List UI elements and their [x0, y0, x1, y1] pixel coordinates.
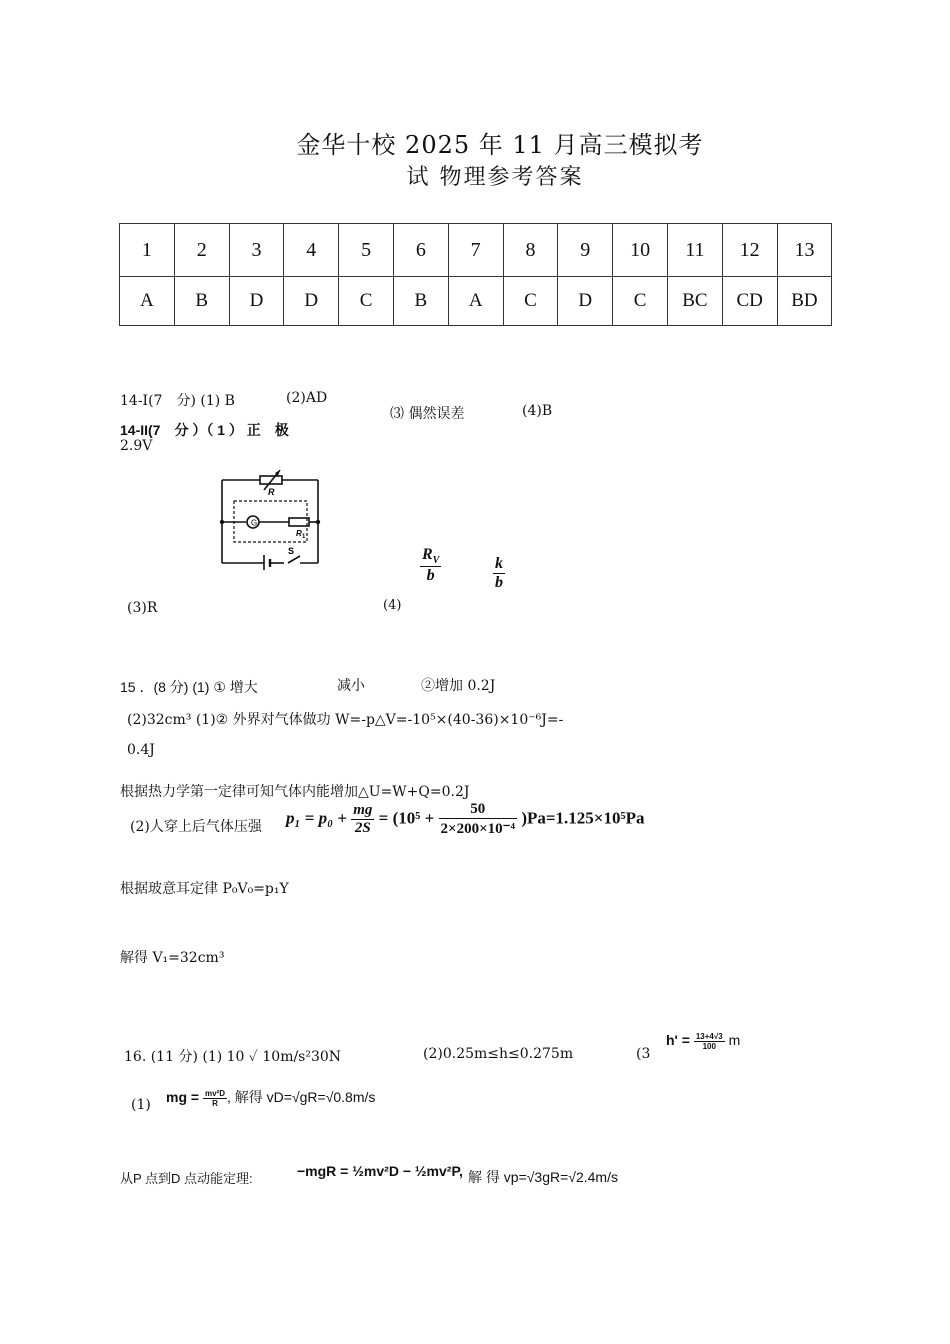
- q15-frac-den: 2S: [354, 820, 371, 836]
- frac1-den: b: [426, 567, 435, 585]
- answer-cell: D: [229, 277, 284, 326]
- q16-line3-b: 解 得 vp=√3gR=√2.4m/s: [468, 1169, 618, 1185]
- question-number-cell: 7: [448, 224, 503, 277]
- frac1-num: R: [422, 546, 433, 563]
- circuit-diagram: [212, 470, 327, 570]
- resistor-label-sub: 1: [302, 534, 306, 540]
- q15-line1-a: 15 ．(8 分) (1) ① 增大: [120, 679, 258, 695]
- answer-cell: A: [448, 277, 503, 326]
- answer-cell: D: [558, 277, 613, 326]
- q14-part2-a: 14-II(7 分 ）（ 1 ） 正 极: [120, 422, 289, 438]
- question-number-cell: 5: [339, 224, 394, 277]
- q15-line7: 解得 V₁=32cm³: [120, 950, 225, 966]
- q15-formula-c: )Pa=1.125×10⁵Pa: [521, 808, 645, 828]
- q15-frac2-num: 50: [439, 801, 518, 819]
- resistor-label: R: [296, 529, 302, 538]
- q15-line4: 根据热力学第一定律可知气体内能增加△U=W+Q=0.2J: [120, 784, 470, 800]
- q16-frac-den: 100: [702, 1042, 716, 1051]
- q15-line1-c: ②增加 0.2J: [421, 678, 496, 694]
- answer-cell: BD: [777, 277, 832, 326]
- answer-cell: C: [503, 277, 558, 326]
- answer-cell: B: [393, 277, 448, 326]
- q16-formula-b: m: [728, 1032, 741, 1049]
- answer-cell: C: [339, 277, 394, 326]
- q15-formula-a: p₁ = p₀ +: [286, 808, 347, 828]
- table-row-answers: [120, 277, 832, 326]
- q15-frac2-den: 2×200×10⁻⁴: [440, 821, 516, 837]
- question-number-cell: 9: [558, 224, 613, 277]
- frac2-num: k: [495, 555, 503, 572]
- answer-cell: B: [174, 277, 229, 326]
- answer-cell: C: [613, 277, 668, 326]
- q16-line1-b: (2)0.25m≤h≤0.275m: [423, 1046, 574, 1062]
- q15-line5-prefix: (2)人穿上后气体压强: [130, 819, 262, 835]
- q14-part1-a: 14-I(7 分) (1) B: [120, 393, 235, 409]
- galvanometer-label: G: [251, 518, 258, 528]
- q15-line6: 根据玻意耳定律 P₀V₀=p₁Y: [120, 881, 289, 897]
- q15-frac-num: mg: [353, 802, 373, 818]
- rheostat-label: R: [268, 487, 275, 497]
- answer-cell: CD: [722, 277, 777, 326]
- q14-part4: (4): [383, 598, 402, 613]
- title-line1: 金华十校 2025 年 11 月高三模拟考: [296, 131, 704, 159]
- q14-part3: (3)R: [127, 600, 158, 616]
- table-row-numbers: [120, 224, 832, 277]
- q16-line2-formula: mg =: [166, 1089, 200, 1105]
- q16-line3-a: 从P 点到D 点动能定理:: [120, 1171, 253, 1186]
- q16-line2-frac-den: R: [212, 1098, 218, 1108]
- question-number-cell: 10: [613, 224, 668, 277]
- q15-formula-b: = (10⁵ +: [378, 808, 435, 828]
- question-number-cell: 4: [284, 224, 339, 277]
- question-number-cell: 11: [667, 224, 722, 277]
- q16-h-formula: [666, 1032, 740, 1051]
- q16-line2-frac-num: mv²D: [204, 1088, 225, 1098]
- q14-part1-d: (4)B: [522, 403, 553, 419]
- q16-line2-a: (1): [131, 1097, 151, 1113]
- question-number-cell: 1: [120, 224, 175, 277]
- question-number-cell: 3: [229, 224, 284, 277]
- switch-label: S: [288, 546, 295, 556]
- q15-line2: (2)32cm³ (1)② 外界对气体做功 W=-p△V=-10⁵×(40-36)×10⁻⁶J=-: [127, 712, 564, 728]
- question-number-cell: 8: [503, 224, 558, 277]
- q16-line1-a: 16. (11 分) (1) 10 ✓ 10m/s²30N: [124, 1049, 342, 1065]
- q16-line2-b: , 解得 vD=√gR=√0.8m/s: [226, 1089, 376, 1105]
- question-number-cell: 12: [722, 224, 777, 277]
- q15-line1-b: 减小: [337, 678, 365, 694]
- q14-part1-c: ⑶ 偶然误差: [390, 406, 465, 422]
- answer-table: [119, 223, 832, 326]
- answer-cell: A: [120, 277, 175, 326]
- q14-part1-b: (2)AD: [286, 390, 328, 406]
- q16-line1-c: (3: [636, 1046, 651, 1062]
- frac-rv-over-b: [420, 546, 441, 585]
- frac-k-over-b: [493, 555, 505, 592]
- q15-pressure-formula: [286, 801, 644, 838]
- q14-part2-b: 2.9V: [120, 438, 153, 454]
- q16-formula-a: h' =: [666, 1032, 690, 1049]
- question-number-cell: 6: [393, 224, 448, 277]
- answer-cell: D: [284, 277, 339, 326]
- title-line2: 试 物理参考答案: [406, 165, 584, 190]
- q16-frac-num: 13+4√3: [695, 1032, 723, 1041]
- q15-line3: 0.4J: [127, 742, 155, 758]
- question-number-cell: 2: [174, 224, 229, 277]
- question-number-cell: 13: [777, 224, 832, 277]
- answer-cell: BC: [667, 277, 722, 326]
- q16-line2-formula-group: [166, 1087, 375, 1108]
- q16-line3-formula: −mgR = ½mv²D − ½mv²P,: [297, 1163, 463, 1179]
- frac1-num-sub: V: [432, 555, 440, 567]
- frac2-den: b: [495, 574, 503, 591]
